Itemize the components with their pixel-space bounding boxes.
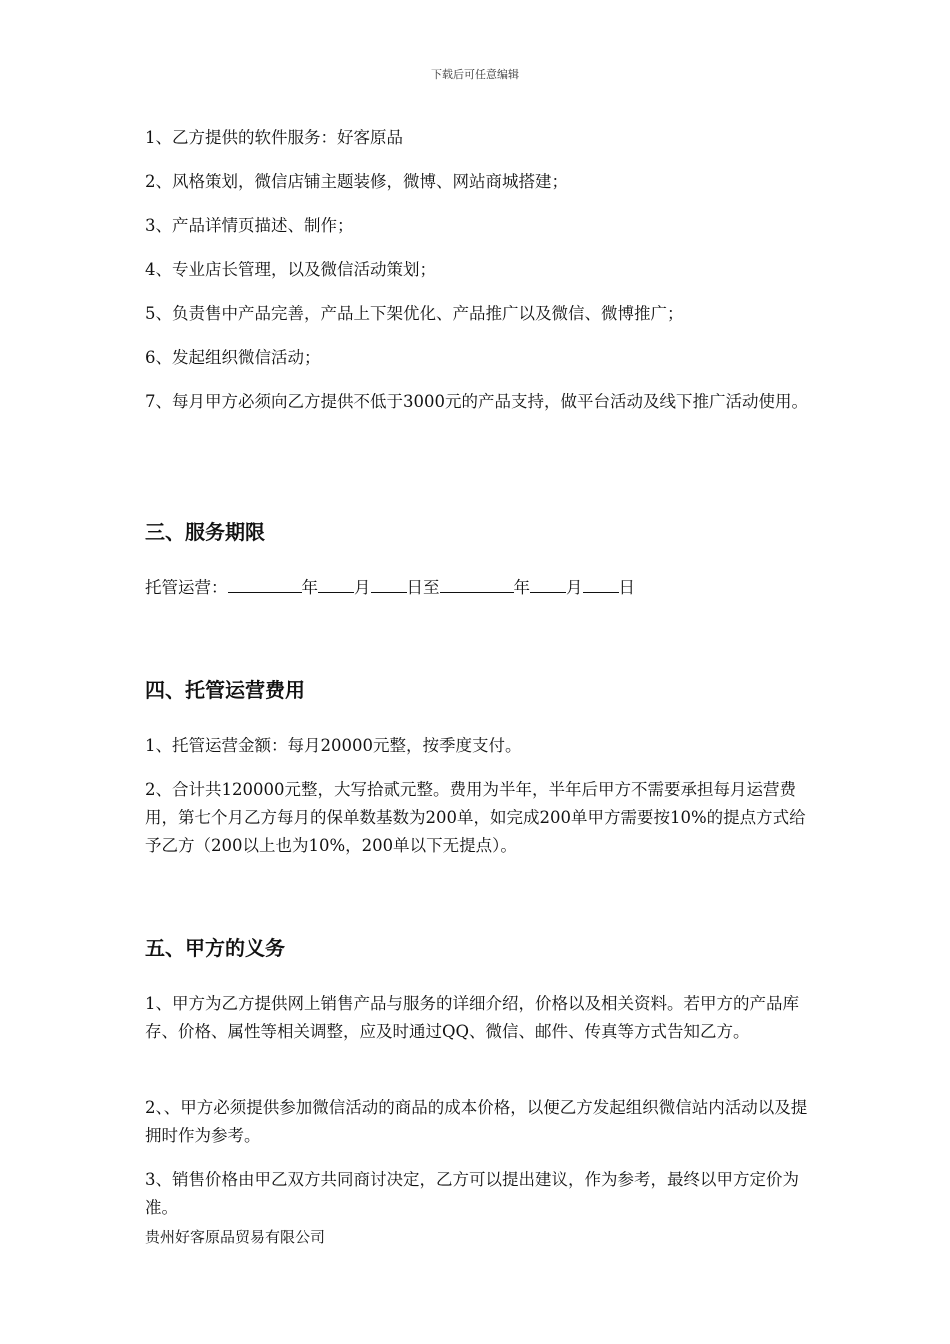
end-day-unit: 日	[618, 578, 635, 597]
start-day-to: 日至	[406, 578, 440, 597]
end-month-blank[interactable]	[530, 574, 566, 593]
company-footer: 贵州好客原品贸易有限公司	[145, 1228, 326, 1246]
service-period-line	[145, 574, 810, 602]
service-item-5: 5、负责售中产品完善，产品上下架优化、产品推广以及微信、微博推广；	[145, 304, 684, 323]
page-header: 下载后可任意编辑	[431, 68, 519, 81]
service-item-2: 2、风格策划，微信店铺主题装修，微博、网站商城搭建；	[145, 172, 568, 191]
start-year-blank[interactable]	[228, 574, 302, 593]
service-item-1: 1、乙方提供的软件服务：好客原品	[145, 128, 403, 147]
start-day-blank[interactable]	[371, 574, 407, 593]
service-item-3: 3、产品详情页描述、制作；	[145, 216, 354, 235]
start-month-unit: 月	[354, 578, 371, 597]
end-month-unit: 月	[566, 578, 583, 597]
service-item-7: 7、每月甲方必须向乙方提供不低于3000元的产品支持，做平台活动及线下推广活动使用。	[145, 392, 808, 411]
section-title-party-a-obligations: 五、甲方的义务	[145, 936, 285, 960]
obligation-item-1: 1、甲方为乙方提供网上销售产品与服务的详细介绍，价格以及相关资料。若甲方的产品库存、价格、属性等相关调整，应及时通过QQ、微信、邮件、传真等方式告知乙方。	[145, 994, 799, 1041]
service-item-4: 4、专业店长管理，以及微信活动策划；	[145, 260, 436, 279]
start-year-unit: 年	[301, 578, 318, 597]
end-day-blank[interactable]	[583, 574, 619, 593]
section-title-fees: 四、托管运营费用	[145, 678, 305, 702]
obligation-item-3: 3、销售价格由甲乙双方共同商讨决定，乙方可以提出建议，作为参考，最终以甲方定价为准。	[145, 1170, 799, 1217]
end-year-blank[interactable]	[440, 574, 514, 593]
obligation-item-2: 2、、甲方必须提供参加微信活动的商品的成本价格，以便乙方发起组织微信站内活动以及提拥时作为参考。	[145, 1098, 808, 1145]
start-month-blank[interactable]	[318, 574, 354, 593]
end-year-unit: 年	[513, 578, 530, 597]
section-title-service-period: 三、服务期限	[145, 520, 265, 544]
service-item-6: 6、发起组织微信活动；	[145, 348, 321, 367]
period-label: 托管运营：	[145, 578, 228, 597]
fee-item-1: 1、托管运营金额：每月20000元整，按季度支付。	[145, 736, 522, 755]
fee-item-2: 2、合计共120000元整，大写拾贰元整。费用为半年，半年后甲方不需要承担每月运营费用，第七个月乙方每月的保单数基数为200单，如完成200单甲方需要按10%的提点方式给予乙方（200以上也为10%，200单以下无提点）。	[145, 780, 806, 855]
